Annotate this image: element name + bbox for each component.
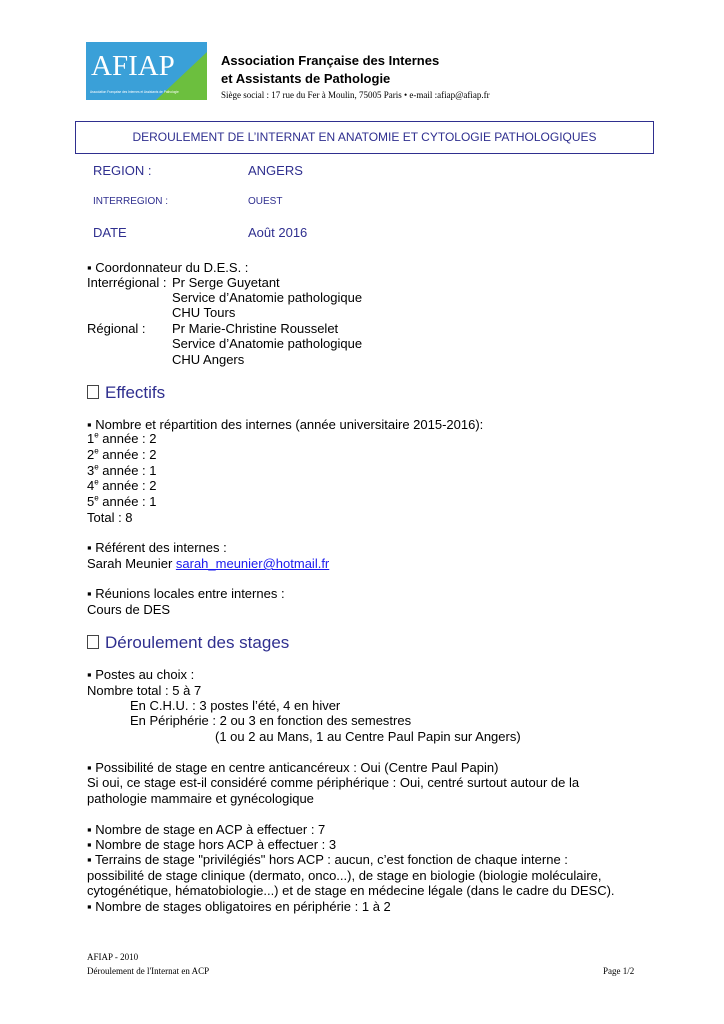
org-name-line1: Association Française des Internes <box>221 53 440 68</box>
referent-name: Sarah Meunier <box>87 556 176 571</box>
interregional-label: Interrégional : <box>87 275 167 290</box>
footer-line1: AFIAP - 2010 <box>87 952 139 962</box>
postes-title: ▪ Postes au choix : <box>87 667 195 682</box>
date-label: DATE <box>93 225 127 240</box>
year-count: 3e année : 1 <box>87 462 157 478</box>
referent-line <box>87 556 329 572</box>
total-internes: Total : 8 <box>87 510 133 525</box>
coordonnateur-heading: ▪ Coordonnateur du D.E.S. : <box>87 260 249 275</box>
regional-line: Pr Marie-Christine Rousselet <box>172 321 339 336</box>
page-number: Page 1/2 <box>603 966 635 976</box>
logo-text: AFIAP <box>91 50 175 82</box>
section-heading-effectifs: Effectifs <box>87 383 165 403</box>
region-label: REGION : <box>93 163 152 178</box>
stages-acp: ▪ Nombre de stage en ACP à effectuer : 7 <box>87 822 326 837</box>
year-count: 1e année : 2 <box>87 430 157 446</box>
regional-line: Service d’Anatomie pathologique <box>172 336 363 351</box>
footer-line2: Déroulement de l'Internat en ACP <box>87 966 210 976</box>
region-value: ANGERS <box>248 163 303 178</box>
interregional-line: CHU Tours <box>172 305 236 320</box>
regional-line: CHU Angers <box>172 352 245 367</box>
year-count: 5e année : 1 <box>87 493 157 509</box>
afiap-logo <box>86 42 207 100</box>
stages-obligatoires: ▪ Nombre de stages obligatoires en périphérie : 1 à 2 <box>87 899 391 914</box>
nombre-internes-title: ▪ Nombre et répartition des internes (année universitaire 2015-2016): <box>87 417 484 432</box>
date-value: Août 2016 <box>248 225 308 240</box>
reunions-title: ▪ Réunions locales entre internes : <box>87 586 285 601</box>
year-count: 4e année : 2 <box>87 477 157 493</box>
interregion-label: INTERREGION : <box>93 196 169 207</box>
terrains-line: cytogénétique, hématobiologie...) et de stage en médecine légale (dans le cadre du DESC). <box>87 883 615 898</box>
postes-chu: En C.H.U. : 3 postes l’été, 4 en hiver <box>130 698 341 713</box>
centre-question-line: pathologie mammaire et gynécologique <box>87 791 314 806</box>
referent-email-link[interactable]: sarah_meunier@hotmail.fr <box>175 556 330 571</box>
interregion-value: OUEST <box>248 196 283 207</box>
terrains-line: possibilité de stage clinique (dermato, onco...), de stage en biologie (biologie moléculaire, <box>87 868 602 883</box>
checkbox-icon <box>87 635 99 649</box>
interregional-line: Service d’Anatomie pathologique <box>172 290 363 305</box>
nombre-total: Nombre total : 5 à 7 <box>87 683 202 698</box>
terrains-line: ▪ Terrains de stage "privilégiés" hors ACP : aucun, c’est fonction de chaque interne : <box>87 852 568 867</box>
postes-peripherie: En Périphérie : 2 ou 3 en fonction des semestres <box>130 713 412 728</box>
centre-anticancereux: ▪ Possibilité de stage en centre anticancéreux : Oui (Centre Paul Papin) <box>87 760 499 775</box>
referent-title: ▪ Référent des internes : <box>87 540 227 555</box>
postes-peripherie-detail: (1 ou 2 au Mans, 1 au Centre Paul Papin sur Angers) <box>215 729 521 744</box>
reunions-value: Cours de DES <box>87 602 171 617</box>
logo-subtext: Association Française des Internes et Assistants de Pathologie <box>90 90 179 94</box>
regional-label: Régional : <box>87 321 146 336</box>
org-name-line2: et Assistants de Pathologie <box>221 71 391 86</box>
stages-hors-acp: ▪ Nombre de stage hors ACP à effectuer : 3 <box>87 837 337 852</box>
document-title: DEROULEMENT DE L’INTERNAT EN ANATOMIE ET CYTOLOGIE PATHOLOGIQUES <box>75 121 654 154</box>
centre-question-line: Si oui, ce stage est-il considéré comme périphérique : Oui, centré surtout autour de la <box>87 775 580 790</box>
section-heading-stages: Déroulement des stages <box>87 633 289 653</box>
year-count: 2e année : 2 <box>87 446 157 462</box>
org-address: Siège social : 17 rue du Fer à Moulin, 75005 Paris • e-mail :afiap@afiap.fr <box>221 90 490 100</box>
interregional-line: Pr Serge Guyetant <box>172 275 280 290</box>
checkbox-icon <box>87 385 99 399</box>
